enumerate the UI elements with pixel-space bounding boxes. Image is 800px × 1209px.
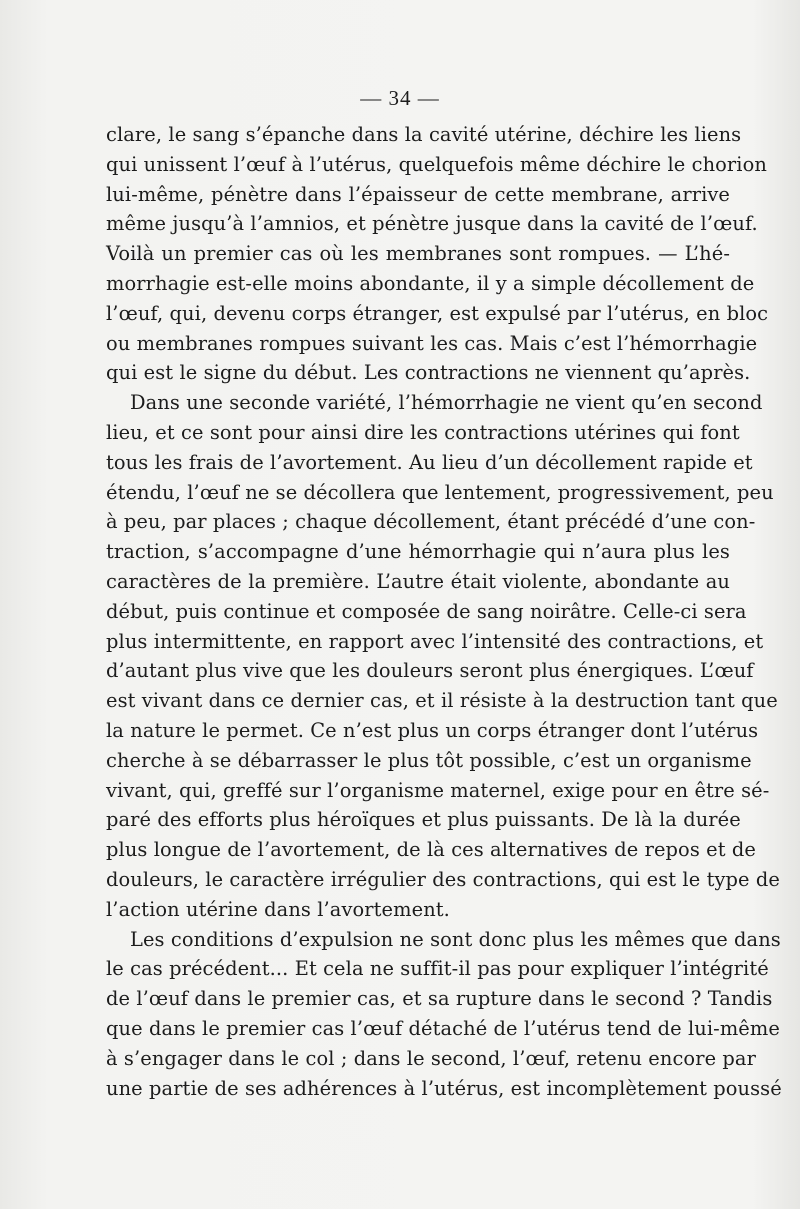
text-line: d’autant plus vive que les douleurs seront plus énergiques. L’œuf (106, 659, 754, 683)
text-line: à peu, par places ; chaque décollement, étant précédé d’une con- (106, 510, 756, 534)
text-line: caractères de la première. L’autre était violente, abondante au (106, 569, 730, 593)
text-line: est vivant dans ce dernier cas, et il résiste à la destruction tant que (106, 689, 778, 713)
text-line: début, puis continue et composée de sang noirâtre. Celle-ci sera (106, 599, 747, 623)
text-line: l’action utérine dans l’avortement. (106, 897, 450, 921)
text-line: paré des efforts plus héroïques et plus puissants. De là la durée (106, 808, 741, 832)
body-text (106, 120, 782, 1103)
text-line: une partie de ses adhérences à l’utérus, est incomplètement poussé (106, 1076, 782, 1100)
text-line: qui unissent l’œuf à l’utérus, quelquefois même déchire le chorion (106, 152, 767, 176)
paragraph-start-line: Dans une seconde variété, l’hémorrhagie ne vient qu’en second (130, 391, 763, 415)
paragraph-start-line: Les conditions d’expulsion ne sont donc plus les mêmes que dans (130, 927, 781, 951)
text-line: clare, le sang s’épanche dans la cavité utérine, déchire les liens (106, 123, 742, 146)
text-line: l’œuf, qui, devenu corps étranger, est expulsé par l’utérus, en bloc (106, 301, 769, 325)
text-line: lui-même, pénètre dans l’épaisseur de cette membrane, arrive (106, 182, 730, 206)
text-line: le cas précédent... Et cela ne suffit-il pas pour expliquer l’intégrité (106, 957, 769, 981)
text-line: étendu, l’œuf ne se décollera que lentement, progressivement, peu (106, 480, 774, 504)
text-line: la nature le permet. Ce n’est plus un corps étranger dont l’utérus (106, 718, 759, 742)
text-line: ou membranes rompues suivant les cas. Mais c’est l’hémorrhagie (106, 331, 758, 355)
text-line: qui est le signe du début. Les contractions ne viennent qu’après. (106, 361, 751, 385)
text-line: morrhagie est-elle moins abondante, il y a simple décollement de (106, 271, 755, 295)
text-line: même jusqu’à l’amnios, et pénètre jusque dans la cavité de l’œuf. (106, 212, 758, 236)
text-line: douleurs, le caractère irrégulier des contractions, qui est le type de (106, 867, 780, 891)
text-line: à s’engager dans le col ; dans le second, l’œuf, retenu encore par (106, 1046, 756, 1070)
text-line: de l’œuf dans le premier cas, et sa rupture dans le second ? Tandis (106, 987, 773, 1011)
text-line: tous les frais de l’avortement. Au lieu d’un décollement rapide et (106, 450, 753, 474)
text-line: Voilà un premier cas où les membranes sont rompues. — L’hé- (106, 242, 730, 266)
text-line: plus longue de l’avortement, de là ces alternatives de repos et de (106, 838, 756, 862)
page-number: — 34 — (360, 86, 440, 110)
text-line: lieu, et ce sont pour ainsi dire les contractions utérines qui font (106, 420, 740, 444)
text-line: cherche à se débarrasser le plus tôt possible, c’est un organisme (106, 748, 752, 772)
text-line: plus intermittente, en rapport avec l’intensité des contractions, et (106, 629, 764, 653)
text-line: que dans le premier cas l’œuf détaché de l’utérus tend de lui-même (106, 1016, 780, 1040)
text-line: vivant, qui, greffé sur l’organisme maternel, exige pour en être sé- (106, 778, 770, 802)
text-line: traction, s’accompagne d’une hémorrhagie qui n’aura plus les (106, 540, 730, 564)
